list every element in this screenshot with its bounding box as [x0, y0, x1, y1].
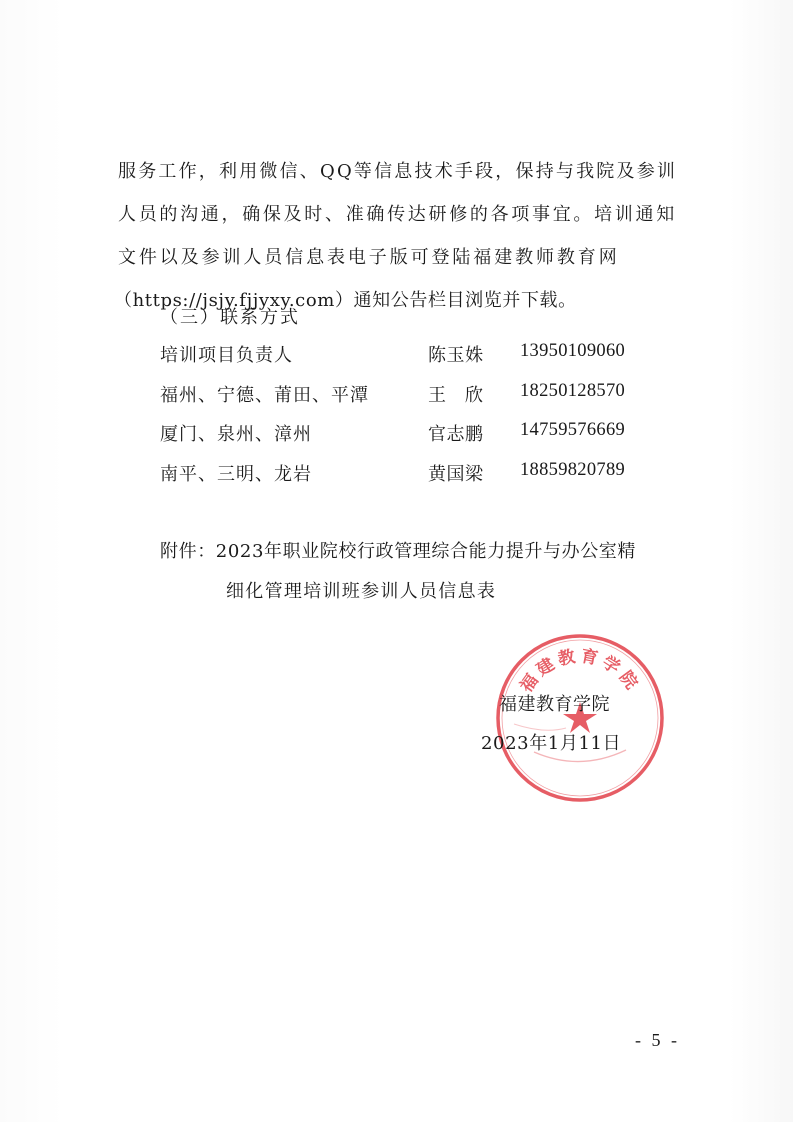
contact-section-heading: （三）联系方式 — [160, 307, 300, 328]
contact-name: 官志鹏 — [428, 424, 484, 445]
page-number: - 5 - — [635, 1030, 680, 1050]
contact-region: 培训项目负责人 — [160, 345, 293, 366]
seal-text: 福建教育学院 — [516, 646, 644, 697]
paragraph-line: 人员的沟通，确保及时、准确传达研修的各项事宜。培训通知 — [118, 204, 677, 225]
contact-name: 陈玉姝 — [428, 345, 484, 366]
contact-region: 福州、宁德、莆田、平潭 — [160, 384, 369, 406]
paragraph-line: 服务工作，利用微信、QQ等信息技术手段，保持与我院及参训 — [118, 161, 678, 182]
attachment-line-2: 细化管理培训班参训人员信息表 — [226, 581, 497, 602]
contact-row — [160, 381, 680, 421]
paragraph-line-url: （https://jsjy.fjjyxy.com）通知公告栏目浏览并下载。 — [114, 290, 577, 311]
contact-phone: 14759576669 — [520, 420, 626, 440]
body-paragraph — [114, 150, 708, 322]
contact-name: 王 欣 — [428, 384, 484, 406]
contact-list — [160, 341, 680, 499]
contact-name: 黄国梁 — [428, 463, 484, 485]
contact-region: 南平、三明、龙岩 — [160, 463, 312, 485]
contact-row — [160, 341, 680, 381]
contact-row — [160, 420, 680, 460]
svg-text:福建教育学院 — [516, 645, 645, 696]
attachment-note — [160, 537, 720, 603]
contact-phone: 18250128570 — [520, 380, 626, 401]
contact-phone: 18859820789 — [520, 459, 626, 480]
contact-region: 厦门、泉州、漳州 — [160, 424, 312, 445]
official-seal-stamp — [494, 632, 666, 804]
signing-date: 2023年1月11日 — [481, 733, 622, 754]
attachment-line-1: 附件：2023年职业院校行政管理综合能力提升与办公室精 — [160, 541, 637, 562]
paragraph-line: 文件以及参训人员信息表电子版可登陆福建教师教育网 — [118, 247, 620, 268]
contact-row — [160, 460, 680, 500]
contact-phone: 13950109060 — [520, 341, 626, 361]
signing-organization: 福建教育学院 — [499, 694, 610, 715]
